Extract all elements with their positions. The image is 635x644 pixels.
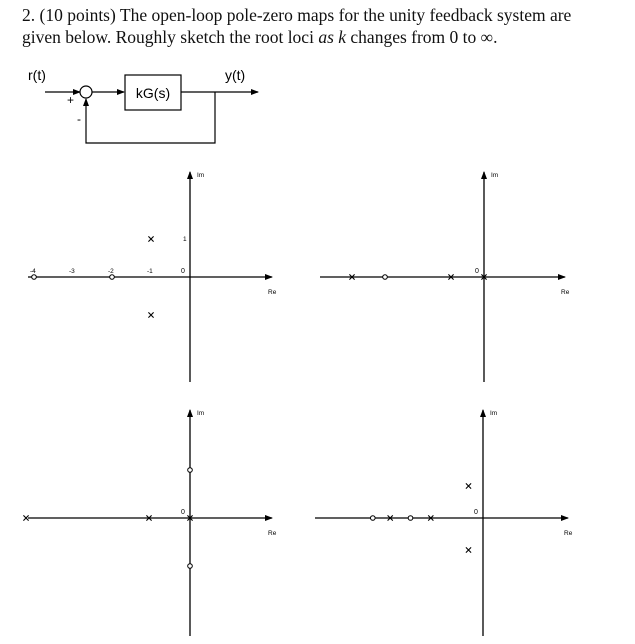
tick-label: -2: [108, 268, 114, 275]
re-axis-label: Re: [561, 289, 570, 296]
question-points: (10 points): [39, 5, 116, 25]
pole-zero-plot-top-left: [0, 160, 300, 390]
tick-label: -4: [30, 268, 36, 275]
zero-marker: [188, 564, 193, 569]
zero-marker: [383, 275, 388, 280]
origin-label: 0: [181, 509, 185, 516]
block-diagram: [0, 0, 635, 160]
question-line2-start: given below. Roughly sketch the root loci: [22, 27, 314, 47]
input-label: r(t): [28, 67, 46, 83]
pole-marker: [466, 547, 471, 552]
plus-sign: +: [67, 93, 75, 107]
origin-label: 0: [474, 509, 478, 516]
pole-zero-plot-top-right: [300, 160, 635, 390]
re-axis-label: Re: [268, 530, 277, 537]
zero-marker: [371, 516, 376, 521]
pole-zero-plot-bottom-left: [0, 398, 300, 644]
question-k: k: [338, 27, 347, 47]
re-axis-label: Re: [564, 530, 573, 537]
im-axis-label: Im: [197, 172, 205, 179]
im-axis-label: Im: [491, 172, 499, 179]
pole-marker: [466, 483, 471, 488]
question-as: as: [318, 27, 334, 47]
question-changes-from: changes from 0 to: [350, 27, 477, 47]
tick-label: -1: [147, 268, 153, 275]
plant-block-label: kG(s): [135, 85, 171, 101]
zero-marker: [32, 275, 37, 280]
question-period: .: [493, 27, 498, 47]
zero-marker: [188, 468, 193, 473]
im-axis-label: Im: [490, 410, 498, 417]
minus-sign: -: [77, 112, 81, 126]
output-label: y(t): [225, 67, 246, 83]
im-axis-label: Im: [197, 410, 205, 417]
zero-marker: [408, 516, 413, 521]
question-number: 2.: [22, 5, 36, 25]
tick-label: -3: [69, 268, 75, 275]
pole-zero-plot-bottom-right: [300, 398, 635, 644]
question-infinity: ∞: [480, 27, 494, 47]
origin-label: 0: [475, 268, 479, 275]
zero-marker: [110, 275, 115, 280]
summing-junction: [80, 86, 92, 98]
pole-marker: [148, 312, 153, 317]
im-tick-label: 1: [183, 236, 187, 243]
origin-label: 0: [181, 268, 185, 275]
pole-marker: [148, 236, 153, 241]
re-axis-label: Re: [268, 289, 277, 296]
pole-marker: [23, 515, 28, 520]
question-line1-rest: The open-loop pole-zero maps for the unity feedback system are: [119, 5, 572, 25]
